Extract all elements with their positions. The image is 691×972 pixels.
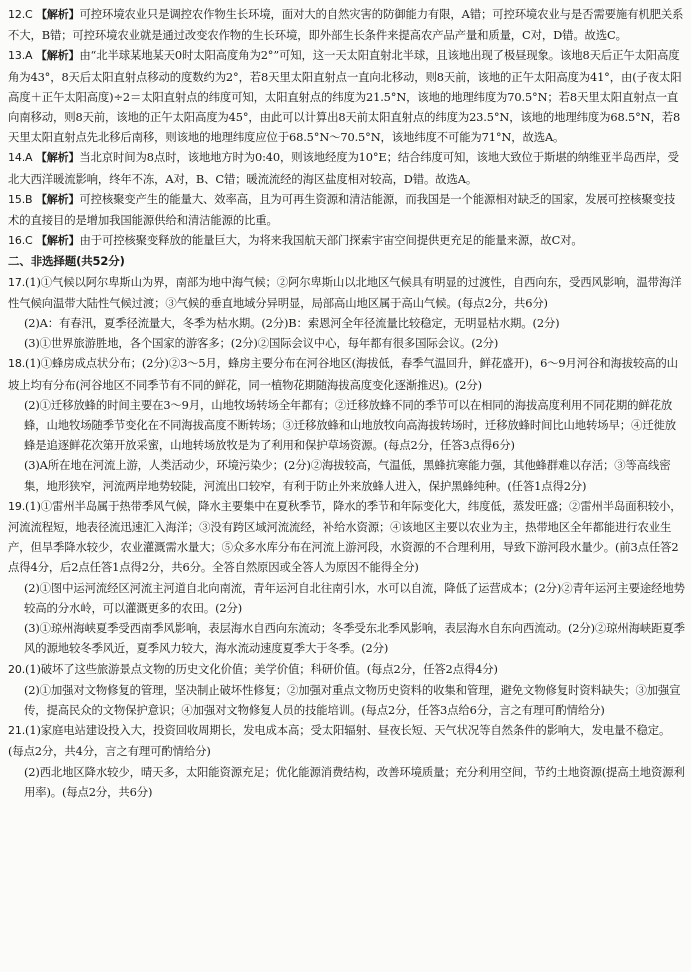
question-part: (2)①加强对文物修复的管理，坚决制止破坏性修复；②加强对重点文物历史资料的收集和管理，避免文物修复时资料缺失；③加强宣传，提高民众的文物保护意识；④加强对文物修复人员的技能培训。(每点2分，任答3点给6分，言之有理可酌情给分) bbox=[24, 682, 681, 717]
question-number: 18. bbox=[8, 357, 26, 371]
question-19 bbox=[8, 496, 685, 659]
analysis-text: 可控核聚变产生的能量大、效率高，且为可再生资源和清洁能源，而我国是一个能源相对缺乏的国家，发展可控核聚变技术的直接目的是增加我国能源供给和清洁能源的比重。 bbox=[8, 191, 676, 228]
analysis-text: 由于可控核聚变释放的能量巨大，为将来我国航天部门探索宇宙空间提供更充足的能量来源，故C对。 bbox=[79, 233, 583, 248]
question-number: 19. bbox=[8, 499, 26, 513]
item-number: 16. bbox=[8, 234, 26, 248]
question-number: 17. bbox=[8, 275, 26, 289]
question-part: (1)①雷州半岛属于热带季风气候，降水主要集中在夏秋季节，降水的季节和年际变化大，纬度低，蒸发旺盛；②雷州半岛面积较小，河流流程短，地表径流迅速汇入海洋；③没有跨区域河流流经，补给水资源；④该地区主要以农业为主，热带地区全年都能进行农业生产，但旱季降水较少，农业灌溉需水量大；⑤众多水库分布在河流上游河段，水资源的不合理利用，导致下游河段水量少。(前3点任答2点得4分，后2点任答1点得2分，共6分。全答自然原因或全答人为原因不能得全分) bbox=[8, 498, 682, 575]
analysis-text: 可控环境农业只是调控农作物生长环境，面对大的自然灾害的防御能力有限，A错；可控环境农业与是否需要施有机肥关系不大，B错；可控环境农业就是通过改变农作物的生长环境，即外部生长条件来提高农产品产量和质量，C对，D错。故选C。 bbox=[8, 7, 684, 43]
question-part: (1)家庭电站建设投入大，投资回收周期长，发电成本高；受太阳辐射、昼夜长短、天气状况等自然条件的影响大，发电量不稳定。(每点2分，共4分，言之有理可酌情给分) bbox=[8, 723, 671, 759]
analysis-tag: 【解析】 bbox=[35, 151, 80, 165]
answer-item-12 bbox=[8, 4, 685, 45]
analysis-tag: 【解析】 bbox=[36, 234, 80, 248]
answer-item-13 bbox=[8, 45, 685, 147]
question-part: (2)西北地区降水较少，晴天多，太阳能资源充足；优化能源消费结构，改善环境质量；充分利用空间，节约土地资源(提高土地资源利用率)。(每点2分，共6分) bbox=[24, 764, 685, 799]
answer-item-16 bbox=[8, 230, 685, 251]
analysis-tag: 【解析】 bbox=[35, 49, 80, 63]
question-part: (1)①蜂房成点状分布；(2分)②3～5月，蜂房主要分布在河谷地区(海拔低，春季气温回升，鲜花盛开)，6～9月河谷和海拔较高的山坡上均有分布(河谷地区不同季节有不同的鲜花，同一植物花期随海拔高度变化逐渐推迟)。(2分) bbox=[8, 356, 678, 392]
analysis-text: 由“北半球某地某天0时太阳高度角为2°”可知，这一天太阳直射北半球，且该地出现了极昼现象。该地8天后正午太阳高度角为43°，8天后太阳直射点移动的度数约为2°，若8天里太阳直射点一直向北移动，则8天前，该地的正午太阳高度为41°，由(子夜太阳高度＋正午太阳高度)÷2＝太阳直射点的纬度可知，太阳直射点的纬度为21.5°N，该地的地理纬度为70.5°N；若8天里太阳直射点一直向南移动，则8天前，该地的正午太阳高度为45°，由此可以计算出8天前太阳直射点的纬度为23.5°N，该地的地理纬度为68.5°N，若8天里太阳直射点先北移后南移，则该地的地理纬度应位于68.5°N～70.5°N，该地纬度不可能为71°N，故选A。 bbox=[8, 48, 682, 145]
answer-item-15 bbox=[8, 189, 685, 230]
section-title: 二、非选择题(共52分) bbox=[8, 254, 125, 269]
item-number: 12. bbox=[8, 8, 26, 21]
analysis-tag: 【解析】 bbox=[36, 8, 80, 21]
item-number: 15. bbox=[8, 192, 26, 206]
question-21 bbox=[8, 720, 685, 802]
question-part: (3)A所在地在河流上游，人类活动少，环境污染少；(2分)②海拔较高，气温低，黑蜂抗寒能力强，其他蜂群难以存活；③等高线密集，地形狭窄，河流两岸地势较陡，河流出口较窄，有利于防止外来放蜂人进入，保护黑蜂纯种。(任答1点得2分) bbox=[24, 458, 671, 493]
item-number: 14. bbox=[8, 151, 26, 165]
question-part: (2)①图中运河流经区河流主河道自北向南流，青年运河自北往南引水，水可以自流，降低了运营成本；(2分)②青年运河主要途经地势较高的分水岭，可以灌溉更多的农田。(2分) bbox=[24, 580, 685, 615]
question-part: (1)破坏了这些旅游景点文物的历史文化价值；美学价值；科研价值。(每点2分，任答2点得4分) bbox=[25, 661, 498, 676]
question-part: (1)①气候以阿尔卑斯山为界，南部为地中海气候；②阿尔卑斯山以北地区气候具有明显的过渡性，自西向东，受西风影响，温带海洋性气候向温带大陆性气候过渡；③气候的垂直地域分异明显，局部高山地区属于高山气候。(每点2分，共6分) bbox=[8, 274, 682, 310]
question-part: (2)A：有春汛，夏季径流量大，冬季为枯水期。(2分)B：索恩河全年径流量比较稳定，无明显枯水期。(2分) bbox=[24, 316, 560, 331]
question-part: (2)①迁移放蜂的时间主要在3～9月，山地牧场转场全年都有；②迁移放蜂不同的季节可以在相同的海拔高度利用不同花期的鲜花放蜂，山地牧场随季节变化在不同海拔高度不断转场；③迁移放蜂和山地放牧向高海拔转场时，迁移放蜂时间比山地转场早；④迁徙放蜂是追逐鲜花次第开放采蜜，山地转场放牧是为了利用和保护草场资源。(每点2分，任答3点得6分) bbox=[24, 397, 676, 453]
answer-item-14 bbox=[8, 147, 685, 188]
question-number: 20. bbox=[8, 662, 26, 676]
question-17 bbox=[8, 272, 685, 354]
analysis-text: 当北京时间为8点时，该地地方时为0:40，则该地经度为10°E；结合纬度可知，该地大致位于斯堪的纳维亚半岛西岸，受北大西洋暖流影响，终年不冻，A对，B、C错；暖流流经的海区盐度相对较高，D错。故选A。 bbox=[8, 150, 679, 186]
question-part: (3)①世界旅游胜地，各个国家的游客多；(2分)②国际会议中心，每年都有很多国际会议。(2分) bbox=[24, 336, 499, 351]
item-answer: A bbox=[25, 151, 33, 165]
analysis-tag: 【解析】 bbox=[35, 192, 80, 206]
item-answer: B bbox=[25, 192, 33, 206]
question-part: (3)①琼州海峡夏季受西南季风影响，表层海水自西向东流动；冬季受东北季风影响，表层海水自东向西流动。(2分)②琼州海峡距夏季风的源地较冬季风近，夏季风力较大，海水流动速度夏季大于冬季。(2分) bbox=[24, 621, 685, 656]
question-20 bbox=[8, 659, 685, 721]
question-number: 21. bbox=[8, 724, 26, 738]
item-answer: C bbox=[25, 234, 33, 248]
question-18 bbox=[8, 353, 685, 495]
item-answer: A bbox=[25, 49, 33, 63]
item-number: 13. bbox=[8, 49, 26, 63]
item-answer: C bbox=[25, 8, 33, 21]
